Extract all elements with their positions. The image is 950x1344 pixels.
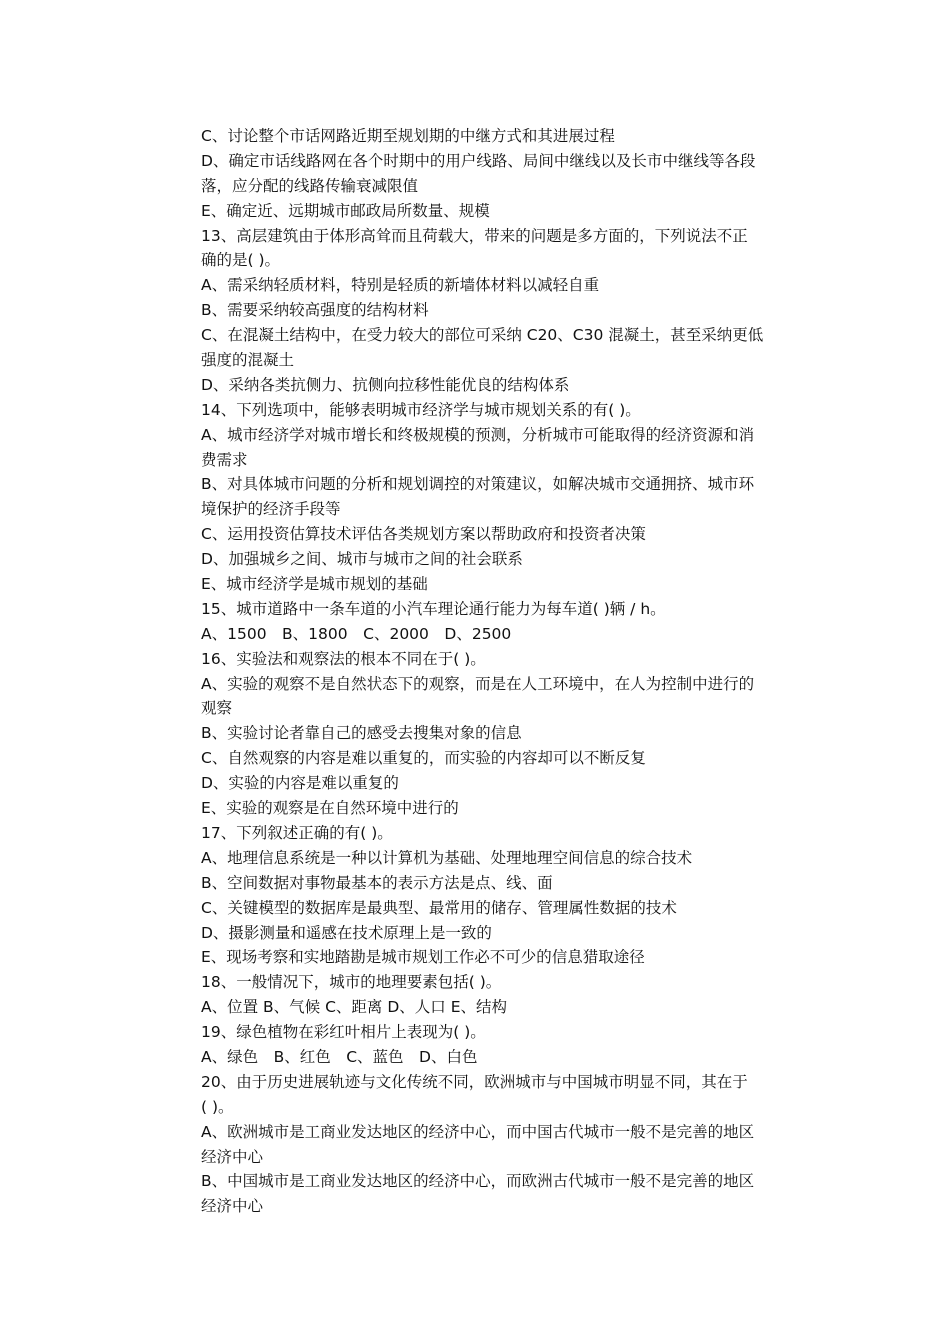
text-line: 强度的混凝土	[201, 351, 295, 370]
text-line: D、确定市话线路网在各个时期中的用户线路、局间中继线以及长市中继线等各段	[201, 151, 756, 170]
text-line: 16、实验法和观察法的根本不同在于( )。	[201, 649, 486, 668]
text-line: 20、由于历史进展轨迹与文化传统不同，欧洲城市与中国城市明显不同，其在于	[201, 1072, 748, 1091]
text-line: C、在混凝土结构中，在受力较大的部位可采纳 C20、C30 混凝土，甚至采纳更低	[201, 326, 764, 345]
document-page	[201, 124, 813, 1219]
text-line: 观察	[201, 699, 233, 718]
text-line: A、位置 B、气候 C、距离 D、人口 E、结构	[201, 998, 507, 1017]
text-line: 18、一般情况下，城市的地理要素包括( )。	[201, 973, 502, 992]
text-line: D、采纳各类抗侧力、抗侧向拉移性能优良的结构体系	[201, 375, 570, 394]
text-line: B、空间数据对事物最基本的表示方法是点、线、面	[201, 873, 553, 892]
text-line: 15、城市道路中一条车道的小汽车理论通行能力为每车道( )辆 / h。	[201, 599, 666, 618]
text-line: A、需采纳轻质材料，特别是轻质的新墙体材料以减轻自重	[201, 276, 600, 295]
text-line: 确的是( )。	[201, 251, 281, 270]
text-line: C、讨论整个市话网路近期至规划期的中继方式和其进展过程	[201, 127, 615, 145]
text-line: 经济中心	[201, 1197, 264, 1216]
text-line: 境保护的经济手段等	[201, 500, 341, 519]
text-line: A、地理信息系统是一种以计算机为基础、处理地理空间信息的综合技术	[201, 848, 693, 867]
text-line: A、城市经济学对城市增长和终极规模的预测，分析城市可能取得的经济资源和消	[201, 425, 755, 444]
text-line: D、摄影测量和遥感在技术原理上是一致的	[201, 923, 492, 942]
text-line: E、确定近、远期城市邮政局所数量、规模	[201, 201, 490, 220]
text-line: E、城市经济学是城市规划的基础	[201, 575, 428, 594]
text-line: C、自然观察的内容是难以重复的，而实验的内容却可以不断反复	[201, 749, 646, 768]
text-line: 19、绿色植物在彩红叶相片上表现为( )。	[201, 1023, 486, 1042]
text-line: B、中国城市是工商业发达地区的经济中心，而欧洲古代城市一般不是完善的地区	[201, 1172, 755, 1191]
text-line: 费需求	[201, 450, 248, 469]
text-line: A、欧洲城市是工商业发达地区的经济中心，而中国古代城市一般不是完善的地区	[201, 1122, 755, 1141]
text-line: 落，应分配的线路传输衰减限值	[201, 176, 419, 195]
text-line: A、实验的观察不是自然状态下的观察，而是在人工环境中，在人为控制中进行的	[201, 674, 755, 693]
text-line: 17、下列叙述正确的有( )。	[201, 823, 393, 842]
text-line: B、实验讨论者靠自己的感受去搜集对象的信息	[201, 724, 522, 743]
text-line: C、运用投资估算技术评估各类规划方案以帮助政府和投资者决策	[201, 525, 646, 544]
text-line: E、现场考察和实地踏勘是城市规划工作必不可少的信息猎取途径	[201, 948, 645, 967]
text-line: B、对具体城市问题的分析和规划调控的对策建议，如解决城市交通拥挤、城市环	[201, 475, 755, 494]
text-line: 13、高层建筑由于体形高耸而且荷载大，带来的问题是多方面的，下列说法不正	[201, 226, 748, 245]
text-line: B、需要采纳较高强度的结构材料	[201, 301, 429, 320]
text-line: A、1500 B、1800 C、2000 D、2500	[201, 624, 512, 643]
text-line: C、关键模型的数据库是最典型、最常用的储存、管理属性数据的技术	[201, 898, 677, 917]
text-line: D、实验的内容是难以重复的	[201, 774, 399, 793]
text-line: 14、下列选项中，能够表明城市经济学与城市规划关系的有( )。	[201, 400, 641, 419]
text-line: 经济中心	[201, 1147, 264, 1166]
text-line: E、实验的观察是在自然环境中进行的	[201, 799, 459, 818]
text-line: ( )。	[201, 1097, 234, 1116]
text-line: D、加强城乡之间、城市与城市之间的社会联系	[201, 550, 523, 569]
text-line: A、绿色 B、红色 C、蓝色 D、白色	[201, 1047, 478, 1066]
